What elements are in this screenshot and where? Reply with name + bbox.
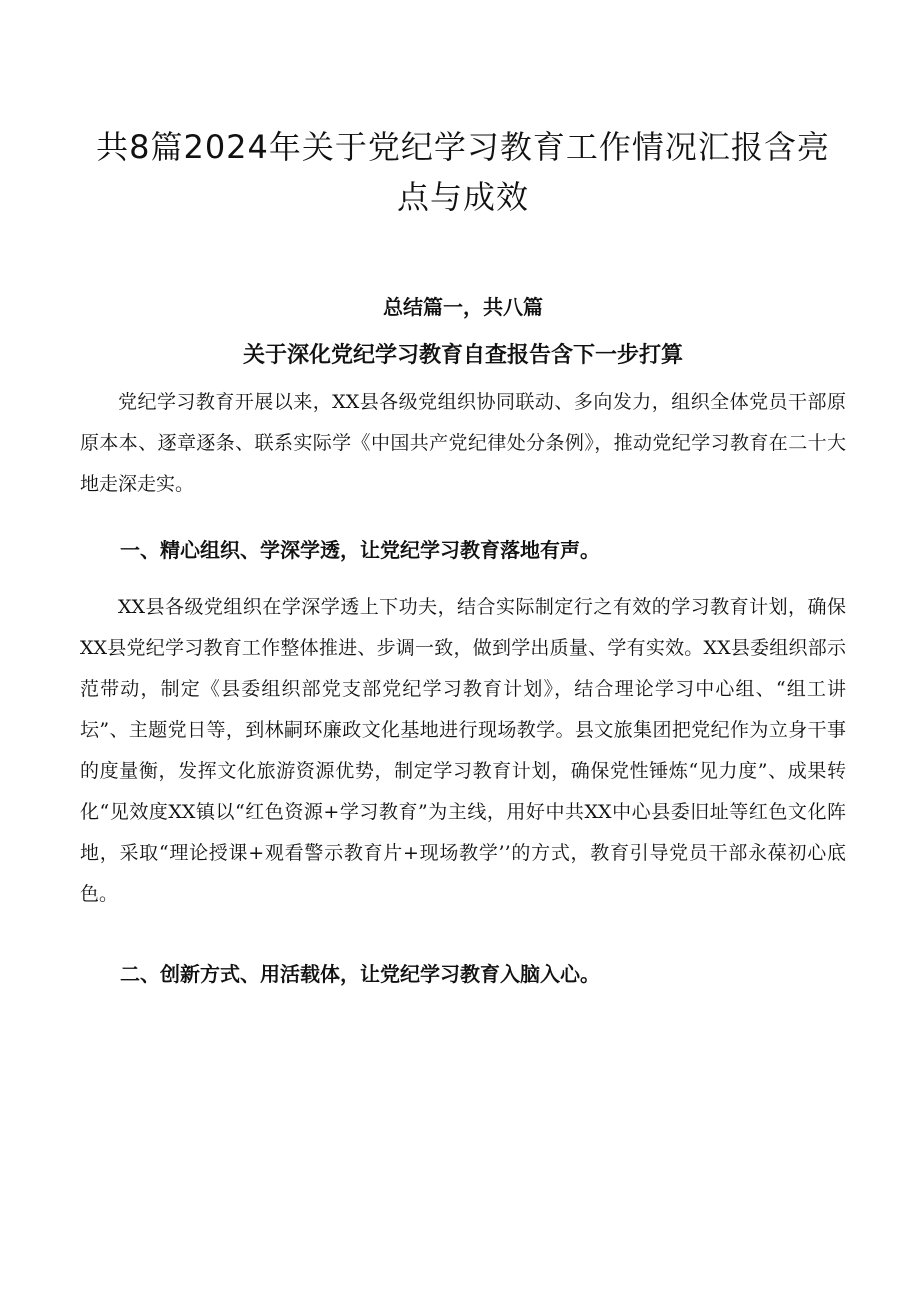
section-heading-2: 二、创新方式、用活载体，让党纪学习教育入脑入心。	[120, 962, 600, 986]
section-label: 总结篇一，共八篇	[383, 295, 543, 319]
body-paragraph-1: XX县各级党组织在学深学透上下功夫，结合实际制定行之有效的学习教育计划，确保XX县党纪学习教育工作整体推进、步调一致，做到学出质量、学有实效。XX县委组织部示范带动，制定《县委组织部党支部党纪学习教育计划》，结合理论学习中心组、“组工讲坛”、主题党日等，到林嗣环廉政文化基地进行现场教学。县文旅集团把党纪作为立身干事的度量衡，发挥文化旅游资源优势，制定学习教育计划，确保党性锤炼“见力度”、成果转化“见效度XX镇以“红色资源+学习教育”为主线，用好中共XX中心县委旧址等红色文化阵地，采取“理论授课+观看警示教育片+现场教学’’的方式，教育引导党员干部永葆初心底色。	[80, 596, 846, 905]
intro-paragraph: 党纪学习教育开展以来，XX县各级党组织协同联动、多向发力，组织全体党员干部原原本本、逐章逐条、联系实际学《中国共产党纪律处分条例》，推动党纪学习教育在二十大地走深走实。	[80, 391, 846, 495]
document-subtitle: 关于深化党纪学习教育自查报告含下一步打算	[242, 343, 683, 368]
document-title: 共8篇2024年关于党纪学习教育工作情况汇报含亮点与成效	[96, 128, 830, 216]
section-heading-1: 一、精心组织、学深学透，让党纪学习教育落地有声。	[120, 538, 600, 562]
